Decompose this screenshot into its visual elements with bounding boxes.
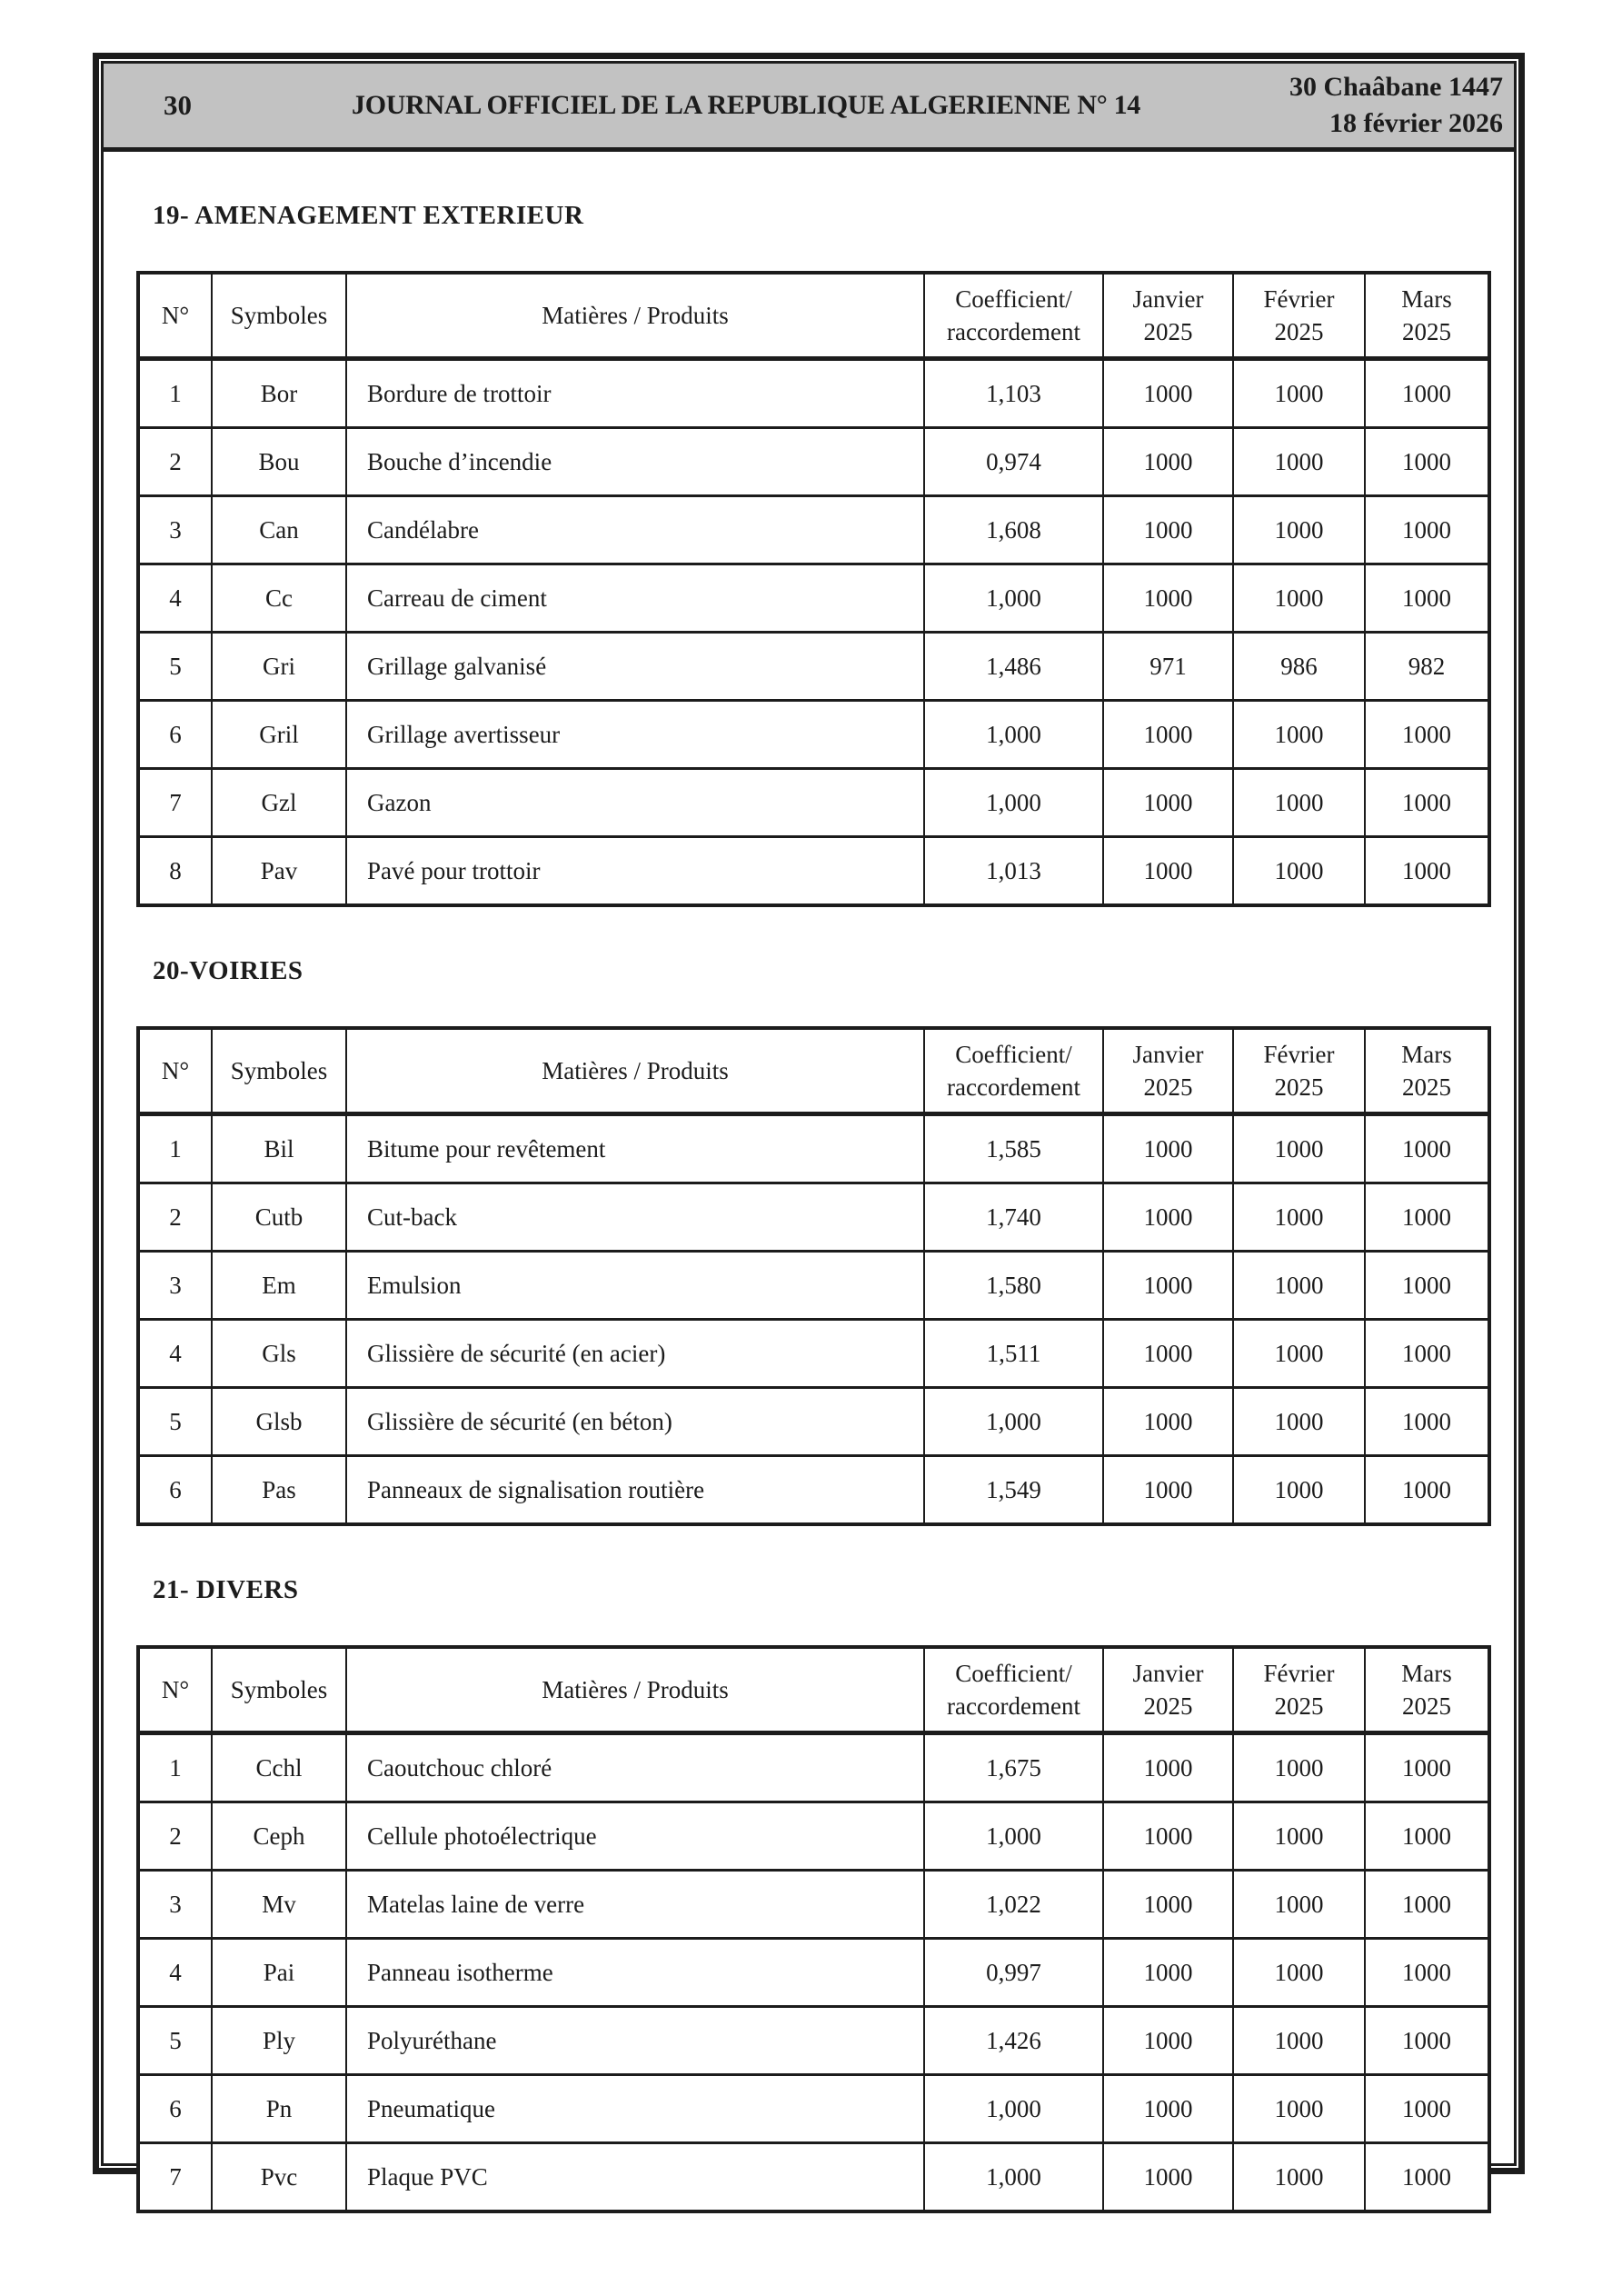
column-header-feb <box>1233 273 1365 359</box>
cell-num: 4 <box>138 1939 212 2007</box>
cell-mar: 1000 <box>1365 496 1489 564</box>
column-header-line: Coefficient/ <box>955 285 1072 313</box>
column-header-line: Février <box>1263 285 1335 313</box>
column-header-num <box>138 1028 212 1114</box>
column-header-line: Janvier <box>1132 1659 1204 1687</box>
column-header-line: 2025 <box>1402 1073 1451 1101</box>
table-row <box>138 1939 1489 2007</box>
cell-feb: 1000 <box>1233 1114 1365 1183</box>
cell-product: Panneau isotherme <box>346 1939 924 2007</box>
cell-coefficient: 1,426 <box>924 2007 1103 2075</box>
cell-jan: 1000 <box>1103 1252 1233 1320</box>
cell-mar: 1000 <box>1365 1252 1489 1320</box>
table-row <box>138 1388 1489 1456</box>
cell-num: 1 <box>138 1114 212 1183</box>
table-row <box>138 2075 1489 2143</box>
cell-mar: 1000 <box>1365 1320 1489 1388</box>
table-row <box>138 1320 1489 1388</box>
cell-num: 5 <box>138 633 212 701</box>
cell-jan: 1000 <box>1103 837 1233 906</box>
cell-num: 3 <box>138 496 212 564</box>
cell-jan: 1000 <box>1103 2075 1233 2143</box>
cell-product: Grillage galvanisé <box>346 633 924 701</box>
cell-jan: 1000 <box>1103 496 1233 564</box>
column-header-line: raccordement <box>947 1692 1080 1720</box>
cell-coefficient: 0,974 <box>924 428 1103 496</box>
table-row <box>138 1252 1489 1320</box>
table-row <box>138 1802 1489 1871</box>
cell-jan: 1000 <box>1103 359 1233 428</box>
column-header-line: 2025 <box>1143 318 1193 345</box>
cell-feb: 1000 <box>1233 1456 1365 1525</box>
table-row <box>138 428 1489 496</box>
column-header-jan <box>1103 1028 1233 1114</box>
column-header-line: 2025 <box>1274 1692 1324 1720</box>
column-header-line: raccordement <box>947 1073 1080 1101</box>
cell-jan: 1000 <box>1103 1388 1233 1456</box>
cell-mar: 1000 <box>1365 2075 1489 2143</box>
column-header-symbol <box>212 273 346 359</box>
cell-coefficient: 1,549 <box>924 1456 1103 1525</box>
column-header-line: N° <box>161 1056 190 1084</box>
price-table <box>136 271 1491 907</box>
cell-mar: 1000 <box>1365 769 1489 837</box>
cell-mar: 1000 <box>1365 428 1489 496</box>
cell-symbol: Gzl <box>212 769 346 837</box>
column-header-line: 2025 <box>1143 1692 1193 1720</box>
cell-symbol: Glsb <box>212 1388 346 1456</box>
table-row <box>138 1733 1489 1802</box>
cell-num: 7 <box>138 769 212 837</box>
table-header-row <box>138 1028 1489 1114</box>
masthead-dates <box>1274 69 1514 142</box>
column-header-feb <box>1233 1028 1365 1114</box>
cell-coefficient: 1,000 <box>924 564 1103 633</box>
cell-jan: 1000 <box>1103 2007 1233 2075</box>
cell-feb: 1000 <box>1233 1320 1365 1388</box>
cell-feb: 1000 <box>1233 1733 1365 1802</box>
column-header-line: Matières / Produits <box>542 301 729 329</box>
table-row <box>138 701 1489 769</box>
cell-coefficient: 1,000 <box>924 769 1103 837</box>
cell-symbol: Cutb <box>212 1183 346 1252</box>
cell-mar: 1000 <box>1365 701 1489 769</box>
column-header-symbol <box>212 1647 346 1733</box>
cell-num: 6 <box>138 2075 212 2143</box>
cell-coefficient: 1,000 <box>924 1388 1103 1456</box>
column-header-product <box>346 1647 924 1733</box>
cell-mar: 1000 <box>1365 1183 1489 1252</box>
column-header-line: Matières / Produits <box>542 1675 729 1703</box>
cell-product: Plaque PVC <box>346 2143 924 2212</box>
section-21 <box>136 1575 1514 2213</box>
cell-symbol: Bor <box>212 359 346 428</box>
page-number: 30 <box>164 89 192 121</box>
cell-jan: 1000 <box>1103 428 1233 496</box>
cell-feb: 1000 <box>1233 564 1365 633</box>
column-header-line: 2025 <box>1402 1692 1451 1720</box>
cell-mar: 1000 <box>1365 837 1489 906</box>
date-hijri: 30 Chaâbane 1447 <box>1289 71 1503 102</box>
column-header-num <box>138 1647 212 1733</box>
cell-feb: 1000 <box>1233 1939 1365 2007</box>
cell-num: 3 <box>138 1252 212 1320</box>
column-header-line: 2025 <box>1143 1073 1193 1101</box>
column-header-line: 2025 <box>1274 318 1324 345</box>
column-header-line: raccordement <box>947 318 1080 345</box>
column-header-line: Coefficient/ <box>955 1040 1072 1068</box>
column-header-line: Mars <box>1401 285 1452 313</box>
cell-mar: 1000 <box>1365 1388 1489 1456</box>
column-header-line: Février <box>1263 1659 1335 1687</box>
cell-product: Grillage avertisseur <box>346 701 924 769</box>
cell-jan: 971 <box>1103 633 1233 701</box>
section-title: 21- DIVERS <box>153 1575 299 1604</box>
cell-jan: 1000 <box>1103 1456 1233 1525</box>
table-row <box>138 1871 1489 1939</box>
cell-symbol: Pas <box>212 1456 346 1525</box>
column-header-line: N° <box>161 301 190 329</box>
column-header-line: Coefficient/ <box>955 1659 1072 1687</box>
cell-product: Glissière de sécurité (en acier) <box>346 1320 924 1388</box>
column-header-line: Janvier <box>1132 285 1204 313</box>
cell-num: 2 <box>138 428 212 496</box>
cell-num: 5 <box>138 1388 212 1456</box>
column-header-coefficient <box>924 1028 1103 1114</box>
cell-jan: 1000 <box>1103 1733 1233 1802</box>
cell-product: Bordure de trottoir <box>346 359 924 428</box>
page-content <box>104 201 1514 2213</box>
table-row <box>138 564 1489 633</box>
column-header-line: Matières / Produits <box>542 1056 729 1084</box>
price-table <box>136 1026 1491 1526</box>
cell-num: 2 <box>138 1802 212 1871</box>
column-header-line: Symboles <box>230 1675 328 1703</box>
cell-product: Bitume pour revêtement <box>346 1114 924 1183</box>
cell-product: Glissière de sécurité (en béton) <box>346 1388 924 1456</box>
section-20 <box>136 956 1514 1526</box>
cell-coefficient: 1,675 <box>924 1733 1103 1802</box>
cell-coefficient: 1,103 <box>924 359 1103 428</box>
table-row <box>138 496 1489 564</box>
cell-feb: 1000 <box>1233 2143 1365 2212</box>
cell-product: Polyuréthane <box>346 2007 924 2075</box>
cell-mar: 1000 <box>1365 2007 1489 2075</box>
cell-jan: 1000 <box>1103 1939 1233 2007</box>
cell-jan: 1000 <box>1103 1183 1233 1252</box>
cell-product: Pavé pour trottoir <box>346 837 924 906</box>
cell-num: 3 <box>138 1871 212 1939</box>
cell-symbol: Cc <box>212 564 346 633</box>
cell-num: 8 <box>138 837 212 906</box>
column-header-line: Symboles <box>230 301 328 329</box>
cell-coefficient: 1,585 <box>924 1114 1103 1183</box>
cell-mar: 1000 <box>1365 1456 1489 1525</box>
section-19 <box>136 201 1514 907</box>
cell-symbol: Gril <box>212 701 346 769</box>
column-header-jan <box>1103 273 1233 359</box>
cell-feb: 1000 <box>1233 837 1365 906</box>
cell-mar: 1000 <box>1365 1733 1489 1802</box>
cell-product: Pneumatique <box>346 2075 924 2143</box>
cell-symbol: Pn <box>212 2075 346 2143</box>
cell-product: Matelas laine de verre <box>346 1871 924 1939</box>
table-row <box>138 2007 1489 2075</box>
table-row <box>138 2143 1489 2212</box>
column-header-line: Symboles <box>230 1056 328 1084</box>
cell-mar: 1000 <box>1365 2143 1489 2212</box>
cell-feb: 1000 <box>1233 1871 1365 1939</box>
column-header-mar <box>1365 1028 1489 1114</box>
cell-mar: 1000 <box>1365 564 1489 633</box>
cell-symbol: Cchl <box>212 1733 346 1802</box>
cell-jan: 1000 <box>1103 1802 1233 1871</box>
cell-product: Candélabre <box>346 496 924 564</box>
cell-mar: 1000 <box>1365 1939 1489 2007</box>
cell-symbol: Ceph <box>212 1802 346 1871</box>
cell-feb: 1000 <box>1233 1252 1365 1320</box>
cell-product: Bouche d’incendie <box>346 428 924 496</box>
column-header-coefficient <box>924 273 1103 359</box>
cell-feb: 1000 <box>1233 2075 1365 2143</box>
column-header-product <box>346 273 924 359</box>
cell-product: Cut-back <box>346 1183 924 1252</box>
column-header-line: Mars <box>1401 1659 1452 1687</box>
cell-feb: 1000 <box>1233 1183 1365 1252</box>
cell-product: Caoutchouc chloré <box>346 1733 924 1802</box>
cell-jan: 1000 <box>1103 701 1233 769</box>
cell-coefficient: 1,740 <box>924 1183 1103 1252</box>
price-table <box>136 1645 1491 2213</box>
cell-feb: 1000 <box>1233 1802 1365 1871</box>
cell-coefficient: 0,997 <box>924 1939 1103 2007</box>
cell-coefficient: 1,013 <box>924 837 1103 906</box>
cell-symbol: Bil <box>212 1114 346 1183</box>
page-inner-frame <box>101 61 1517 2191</box>
cell-num: 1 <box>138 1733 212 1802</box>
section-title: 19- AMENAGEMENT EXTERIEUR <box>153 201 584 230</box>
section-title: 20-VOIRIES <box>153 956 304 985</box>
table-row <box>138 359 1489 428</box>
cell-mar: 1000 <box>1365 1802 1489 1871</box>
cell-symbol: Bou <box>212 428 346 496</box>
table-row <box>138 837 1489 906</box>
column-header-num <box>138 273 212 359</box>
cell-mar: 1000 <box>1365 1871 1489 1939</box>
cell-coefficient: 1,511 <box>924 1320 1103 1388</box>
cell-feb: 1000 <box>1233 701 1365 769</box>
table-row <box>138 769 1489 837</box>
cell-jan: 1000 <box>1103 564 1233 633</box>
column-header-symbol <box>212 1028 346 1114</box>
cell-coefficient: 1,000 <box>924 2143 1103 2212</box>
column-header-line: Janvier <box>1132 1040 1204 1068</box>
column-header-line: Février <box>1263 1040 1335 1068</box>
column-header-line: Mars <box>1401 1040 1452 1068</box>
cell-symbol: Gls <box>212 1320 346 1388</box>
cell-coefficient: 1,000 <box>924 701 1103 769</box>
column-header-coefficient <box>924 1647 1103 1733</box>
table-header-row <box>138 1647 1489 1733</box>
page-outer-frame <box>93 53 1525 2191</box>
table-row <box>138 1114 1489 1183</box>
cell-coefficient: 1,486 <box>924 633 1103 701</box>
cell-num: 5 <box>138 2007 212 2075</box>
cell-jan: 1000 <box>1103 769 1233 837</box>
cell-product: Gazon <box>346 769 924 837</box>
cell-symbol: Em <box>212 1252 346 1320</box>
cell-coefficient: 1,608 <box>924 496 1103 564</box>
cell-coefficient: 1,580 <box>924 1252 1103 1320</box>
cell-mar: 1000 <box>1365 359 1489 428</box>
date-gregorian: 18 février 2026 <box>1328 108 1503 138</box>
cell-feb: 1000 <box>1233 428 1365 496</box>
cell-symbol: Ply <box>212 2007 346 2075</box>
cell-num: 4 <box>138 1320 212 1388</box>
cell-jan: 1000 <box>1103 1871 1233 1939</box>
journal-masthead <box>104 64 1514 152</box>
table-header-row <box>138 273 1489 359</box>
cell-num: 7 <box>138 2143 212 2212</box>
table-row <box>138 1183 1489 1252</box>
cell-feb: 1000 <box>1233 769 1365 837</box>
column-header-mar <box>1365 1647 1489 1733</box>
cell-jan: 1000 <box>1103 1114 1233 1183</box>
column-header-mar <box>1365 273 1489 359</box>
cell-symbol: Pai <box>212 1939 346 2007</box>
column-header-line: N° <box>161 1675 190 1703</box>
cell-feb: 1000 <box>1233 1388 1365 1456</box>
cell-coefficient: 1,000 <box>924 1802 1103 1871</box>
cell-coefficient: 1,000 <box>924 2075 1103 2143</box>
cell-num: 6 <box>138 1456 212 1525</box>
cell-product: Emulsion <box>346 1252 924 1320</box>
column-header-product <box>346 1028 924 1114</box>
cell-symbol: Pav <box>212 837 346 906</box>
cell-symbol: Can <box>212 496 346 564</box>
cell-feb: 1000 <box>1233 2007 1365 2075</box>
cell-mar: 1000 <box>1365 1114 1489 1183</box>
column-header-line: 2025 <box>1402 318 1451 345</box>
column-header-line: 2025 <box>1274 1073 1324 1101</box>
cell-product: Panneaux de signalisation routière <box>346 1456 924 1525</box>
cell-jan: 1000 <box>1103 2143 1233 2212</box>
cell-num: 4 <box>138 564 212 633</box>
cell-num: 6 <box>138 701 212 769</box>
cell-feb: 986 <box>1233 633 1365 701</box>
cell-coefficient: 1,022 <box>924 1871 1103 1939</box>
cell-feb: 1000 <box>1233 496 1365 564</box>
column-header-feb <box>1233 1647 1365 1733</box>
journal-title: JOURNAL OFFICIEL DE LA REPUBLIQUE ALGERIENNE N° 14 <box>352 90 1140 120</box>
cell-product: Cellule photoélectrique <box>346 1802 924 1871</box>
cell-product: Carreau de ciment <box>346 564 924 633</box>
cell-mar: 982 <box>1365 633 1489 701</box>
cell-jan: 1000 <box>1103 1320 1233 1388</box>
cell-feb: 1000 <box>1233 359 1365 428</box>
table-row <box>138 1456 1489 1525</box>
cell-num: 2 <box>138 1183 212 1252</box>
cell-symbol: Gri <box>212 633 346 701</box>
cell-symbol: Mv <box>212 1871 346 1939</box>
cell-num: 1 <box>138 359 212 428</box>
cell-symbol: Pvc <box>212 2143 346 2212</box>
column-header-jan <box>1103 1647 1233 1733</box>
table-row <box>138 633 1489 701</box>
